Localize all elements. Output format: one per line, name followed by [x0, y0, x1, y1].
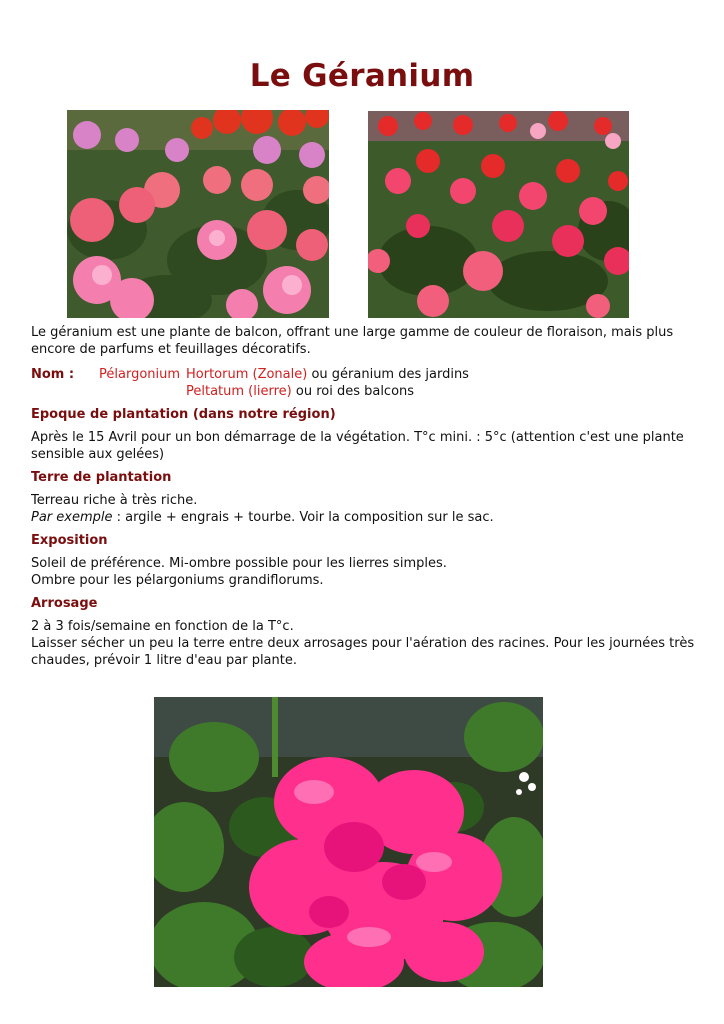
exposure-line-2: Ombre pour les pélargoniums grandiflorums. [31, 573, 324, 588]
page-title: Le Géranium [249, 58, 475, 94]
name-label: Nom : [31, 367, 75, 382]
soil-line-2: : argile + engrais + tourbe. Voir la composition sur le sac. [112, 510, 494, 525]
section-text-planting-period: Après le 15 Avril pour un bon démarrage de la végétation. T°c mini. : 5°c (attention c'est une plante sensible aux gelées) [31, 430, 684, 462]
section-title-soil: Terre de plantation [31, 470, 172, 485]
species-hortorum: Hortorum (Zonale) [186, 367, 308, 382]
soil-line-1: Terreau riche à très riche. [31, 493, 198, 508]
section-text-soil [31, 492, 695, 526]
content [31, 324, 695, 675]
name-block [31, 366, 695, 400]
geranium-photo-pink-red [67, 110, 329, 318]
section-text-watering [31, 618, 695, 669]
soil-example-label: Par exemple [31, 510, 113, 525]
section-title-planting-period: Epoque de plantation (dans notre région) [31, 407, 336, 422]
name-genus: Pélargonium [99, 367, 181, 382]
species-peltatum-desc: ou roi des balcons [291, 384, 415, 399]
geranium-photo-red-coral [368, 111, 629, 318]
section-title-watering: Arrosage [31, 596, 98, 611]
species-hortorum-desc: ou géranium des jardins [307, 367, 469, 382]
name-species [186, 366, 469, 400]
species-peltatum: Peltatum (lierre) [186, 384, 292, 399]
section-title-exposure: Exposition [31, 533, 108, 548]
intro-text: Le géranium est une plante de balcon, offrant une large gamme de couleur de floraison, mais plus encore de parfums et feuillages décoratifs. [31, 325, 674, 357]
watering-line-1: 2 à 3 fois/semaine en fonction de la T°c. [31, 619, 294, 634]
exposure-line-1: Soleil de préférence. Mi-ombre possible pour les lierres simples. [31, 556, 447, 571]
geranium-photo-closeup [154, 697, 543, 987]
watering-line-2: Laisser sécher un peu la terre entre deux arrosages pour l'aération des racines. Pour les journées très chaudes, prévoir 1 litre d'eau par plante. [31, 636, 695, 668]
section-text-exposure [31, 555, 695, 589]
